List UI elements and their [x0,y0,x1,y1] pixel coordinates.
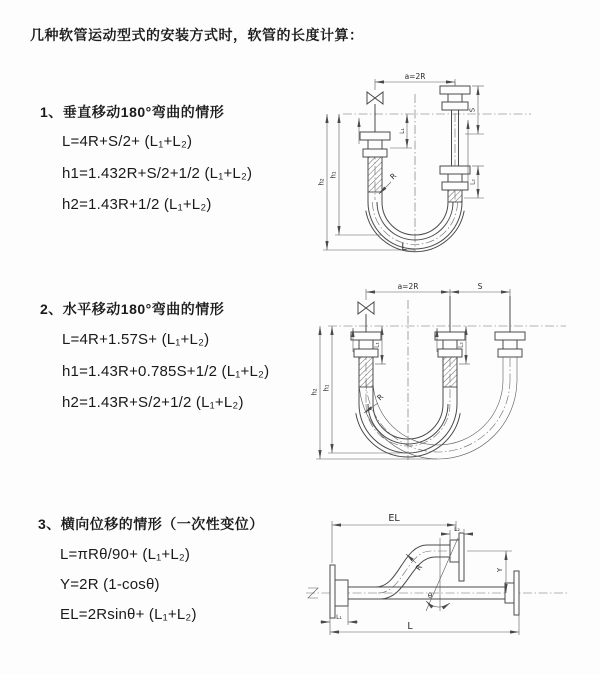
dim-right-fitting [441,526,473,539]
left-flange [360,132,390,157]
dim-label-effective-length: EL [388,513,400,524]
page-title: 几种软管运动型式的安装方式时，软管的长度计算： [30,27,364,43]
dim-span [366,282,510,300]
section-2-formula-h1: h1=1.43R+0.785S+1/2 (L₁+L₂) [62,363,270,380]
dim-label-right-fitting: L₂ [469,179,477,185]
dim-label-height-inner: h₁ [329,171,338,179]
dim-length [330,615,519,635]
dim-label-right-fitting: L₂ [454,526,460,533]
left-hose-braid [359,357,373,387]
middle-hose-braid [443,357,457,387]
hose-u-bend-moved [359,357,517,459]
dim-effective-length [332,513,456,563]
dim-label-angle: θ [427,592,433,600]
dim-label-radius: R [375,392,386,403]
dim-label-right-fitting: L₂ [457,342,465,348]
valve-icon [367,92,383,132]
left-hose-braid [368,157,382,192]
section-3-formula-EL: EL=2Rsinθ+ (L₁+L₂) [60,606,197,623]
dim-label-left-fitting: L₁ [373,342,381,348]
dim-label-height-inner: h₁ [322,384,331,392]
section-2-heading: 2、水平移动180°弯曲的情形 [40,301,225,317]
right-hose-braid [448,190,462,202]
section-1-formula-h1: h1=1.432R+S/2+1/2 (L₁+L₂) [62,165,253,182]
moved-flange [495,332,525,357]
left-flange [330,565,348,618]
dim-label-left-fitting: L₁ [336,614,342,621]
dim-left-fitting [390,114,412,148]
section-3-formula-L: L=πRθ/90+ (L₁+L₂) [60,546,191,563]
valve-icon [358,302,374,332]
dim-label-left-fitting: L₁ [399,128,406,134]
dim-label-offset: Y [496,567,504,573]
section-2-formula-L: L=4R+1.57S+ (L₁+L₂) [62,331,210,348]
dim-label-height-outer: h₂ [317,178,326,186]
radius-callout [364,392,385,413]
section-2-formula-h2: h2=1.43R+S/2+1/2 (L₁+L₂) [62,394,244,411]
original-position-flange [505,571,519,615]
dim-label-span: a=2R [404,72,426,81]
dim-label-length: L [407,621,413,632]
section-3-heading: 3、横向位移的情形（一次性变位） [38,516,264,532]
dim-label-length: L [401,242,407,253]
angle-construction [426,538,458,611]
right-flange-lower [440,166,470,190]
dim-label-radius: R [413,562,425,573]
diagram-horizontal-travel-180-bend [308,280,588,468]
dim-label-radius: R [388,171,399,182]
dim-label-height-outer: h₂ [310,388,319,396]
dim-label-span: a=2R [397,282,419,291]
dim-label-travel: S [468,107,477,113]
section-1-heading: 1、垂直移动180°弯曲的情形 [40,104,225,120]
section-1-formula-L: L=4R+S/2+ (L₁+L₂) [62,133,193,150]
right-flange-top [440,86,470,110]
section-3-formula-Y: Y=2R (1-cosθ) [60,576,160,593]
dim-label-travel: S [477,282,483,291]
diagram-lateral-displacement [300,508,590,668]
section-1-formula-h2: h2=1.43R+1/2 (L₁+L₂) [62,196,212,213]
diagram-vertical-travel-180-bend [315,70,565,256]
